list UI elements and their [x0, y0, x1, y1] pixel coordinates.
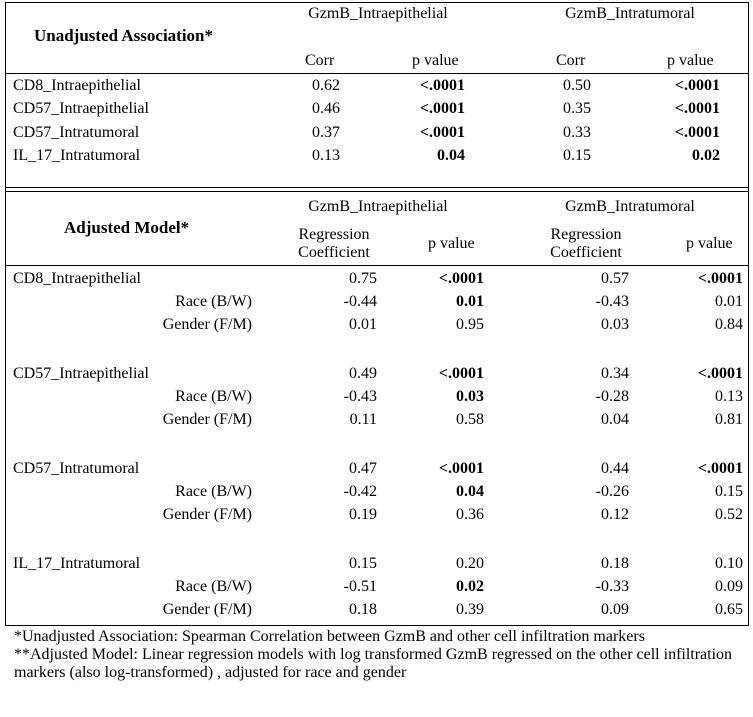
adjusted-cell: -0.42	[343, 483, 377, 500]
unadjusted-cell: 0.35	[563, 100, 591, 117]
section-divider-top	[5, 187, 749, 188]
adjusted-row-label: CD57_Intraepithelial	[13, 365, 149, 382]
adjusted-cell: <.0001	[697, 460, 743, 477]
adjusted-subrow-label: Race (B/W)	[175, 293, 252, 310]
adjusted-cell: -0.43	[595, 293, 629, 310]
adjusted-cell: 0.18	[601, 555, 629, 572]
adjusted-row-label: CD8_Intraepithelial	[13, 270, 141, 287]
adjusted-cell: 0.39	[456, 601, 484, 618]
table-top-border	[5, 2, 749, 3]
unadjusted-col-pvalue-2: p value	[667, 52, 714, 69]
unadjusted-row-label: CD57_Intratumoral	[13, 124, 140, 141]
unadjusted-cell: <.0001	[419, 100, 465, 117]
adjusted-cell: 0.20	[456, 555, 484, 572]
adjusted-cell: 0.49	[349, 365, 377, 382]
unadjusted-cell: 0.37	[312, 124, 340, 141]
adjusted-cell: 0.36	[456, 506, 484, 523]
unadjusted-cell: 0.15	[563, 147, 591, 164]
adjusted-cell: 0.47	[349, 460, 377, 477]
unadjusted-col-pvalue-1: p value	[412, 52, 459, 69]
adjusted-cell: <.0001	[438, 460, 484, 477]
unadjusted-cell: 0.62	[312, 77, 340, 94]
adjusted-group-header-1: GzmB_Intraepithelial	[308, 198, 448, 215]
adjusted-cell: <.0001	[438, 365, 484, 382]
adjusted-col-coef-1-line1: Regression	[298, 226, 370, 243]
footnote-unadjusted: *Unadjusted Association: Spearman Correlation between GzmB and other cell infiltration markers	[14, 628, 645, 645]
adjusted-cell: 0.01	[456, 293, 484, 310]
adjusted-cell: 0.03	[456, 388, 484, 405]
unadjusted-cell: <.0001	[674, 124, 720, 141]
adjusted-cell: 0.04	[456, 483, 484, 500]
unadjusted-cell: 0.04	[437, 147, 465, 164]
adjusted-row-label: IL_17_Intratumoral	[13, 555, 141, 572]
adjusted-cell: 0.19	[349, 506, 377, 523]
adjusted-cell: 0.13	[715, 388, 743, 405]
adjusted-cell: 0.04	[601, 411, 629, 428]
section-divider-bottom	[5, 191, 749, 192]
unadjusted-row-label: IL_17_Intratumoral	[13, 147, 141, 164]
adjusted-cell: 0.10	[715, 555, 743, 572]
adjusted-subrow-label: Gender (F/M)	[162, 601, 252, 618]
unadjusted-group-header-1: GzmB_Intraepithelial	[308, 5, 448, 22]
adjusted-header-rule	[5, 265, 749, 266]
footnote-adjusted: **Adjusted Model: Linear regression models with log transformed GzmB regressed on the other cell infiltration markers (also log-transformed) , adjusted for race and gender	[14, 645, 733, 681]
unadjusted-col-corr-1: Corr	[305, 52, 335, 69]
adjusted-cell: 0.65	[715, 601, 743, 618]
adjusted-group-header-2: GzmB_Intratumoral	[565, 198, 695, 215]
adjusted-cell: 0.34	[601, 365, 629, 382]
unadjusted-row-label: CD8_Intraepithelial	[13, 77, 141, 94]
adjusted-cell: 0.52	[715, 506, 743, 523]
unadjusted-title: Unadjusted Association*	[34, 26, 214, 45]
adjusted-cell: 0.81	[715, 411, 743, 428]
adjusted-cell: 0.75	[349, 270, 377, 287]
unadjusted-cell: 0.33	[563, 124, 591, 141]
adjusted-row-label: CD57_Intratumoral	[13, 460, 140, 477]
adjusted-cell: -0.43	[343, 388, 377, 405]
unadjusted-header-rule	[5, 73, 749, 74]
table-right-border	[748, 2, 749, 626]
adjusted-subrow-label: Gender (F/M)	[162, 411, 252, 428]
adjusted-cell: 0.11	[349, 411, 377, 428]
adjusted-subrow-label: Race (B/W)	[175, 578, 252, 595]
unadjusted-cell: 0.13	[312, 147, 340, 164]
adjusted-col-pvalue-1: p value	[428, 235, 475, 252]
unadjusted-row-label: CD57_Intraepithelial	[13, 100, 149, 117]
adjusted-cell: 0.01	[349, 316, 377, 333]
adjusted-cell: 0.15	[715, 483, 743, 500]
unadjusted-cell: <.0001	[674, 100, 720, 117]
adjusted-cell: 0.02	[456, 578, 484, 595]
adjusted-cell: 0.12	[601, 506, 629, 523]
adjusted-subrow-label: Gender (F/M)	[162, 316, 252, 333]
unadjusted-cell: <.0001	[419, 124, 465, 141]
adjusted-cell: -0.26	[595, 483, 629, 500]
table-left-border	[5, 2, 6, 626]
adjusted-subrow-label: Race (B/W)	[175, 388, 252, 405]
adjusted-cell: 0.57	[601, 270, 629, 287]
unadjusted-cell: <.0001	[419, 77, 465, 94]
adjusted-cell: 0.09	[601, 601, 629, 618]
adjusted-col-coef-2	[536, 226, 636, 262]
adjusted-cell: 0.44	[601, 460, 629, 477]
adjusted-subrow-label: Race (B/W)	[175, 483, 252, 500]
unadjusted-group-header-2: GzmB_Intratumoral	[565, 5, 695, 22]
adjusted-col-coef-1-line2: Coefficient	[298, 243, 370, 261]
adjusted-cell: -0.51	[343, 578, 377, 595]
adjusted-cell: -0.28	[595, 388, 629, 405]
table-footnotes	[14, 628, 744, 682]
adjusted-cell: -0.33	[595, 578, 629, 595]
adjusted-cell: <.0001	[438, 270, 484, 287]
adjusted-cell: 0.84	[715, 316, 743, 333]
adjusted-col-coef-2-line1: Regression	[550, 226, 622, 243]
unadjusted-cell: 0.46	[312, 100, 340, 117]
unadjusted-cell: 0.02	[692, 147, 720, 164]
adjusted-subrow-label: Gender (F/M)	[162, 506, 252, 523]
adjusted-col-coef-2-line2: Coefficient	[550, 243, 622, 261]
table-bottom-border	[5, 625, 749, 626]
adjusted-cell: 0.09	[715, 578, 743, 595]
adjusted-cell: 0.58	[456, 411, 484, 428]
adjusted-title: Adjusted Model*	[64, 218, 190, 237]
adjusted-cell: 0.15	[349, 555, 377, 572]
unadjusted-col-corr-2: Corr	[556, 52, 586, 69]
adjusted-cell: -0.44	[343, 293, 377, 310]
adjusted-cell: 0.18	[349, 601, 377, 618]
adjusted-cell: 0.95	[456, 316, 484, 333]
unadjusted-cell: 0.50	[563, 77, 591, 94]
adjusted-cell: 0.03	[601, 316, 629, 333]
adjusted-cell: 0.01	[715, 293, 743, 310]
adjusted-cell: <.0001	[697, 365, 743, 382]
adjusted-col-coef-1	[284, 226, 384, 262]
unadjusted-cell: <.0001	[674, 77, 720, 94]
adjusted-col-pvalue-2: p value	[686, 235, 733, 252]
adjusted-cell: <.0001	[697, 270, 743, 287]
